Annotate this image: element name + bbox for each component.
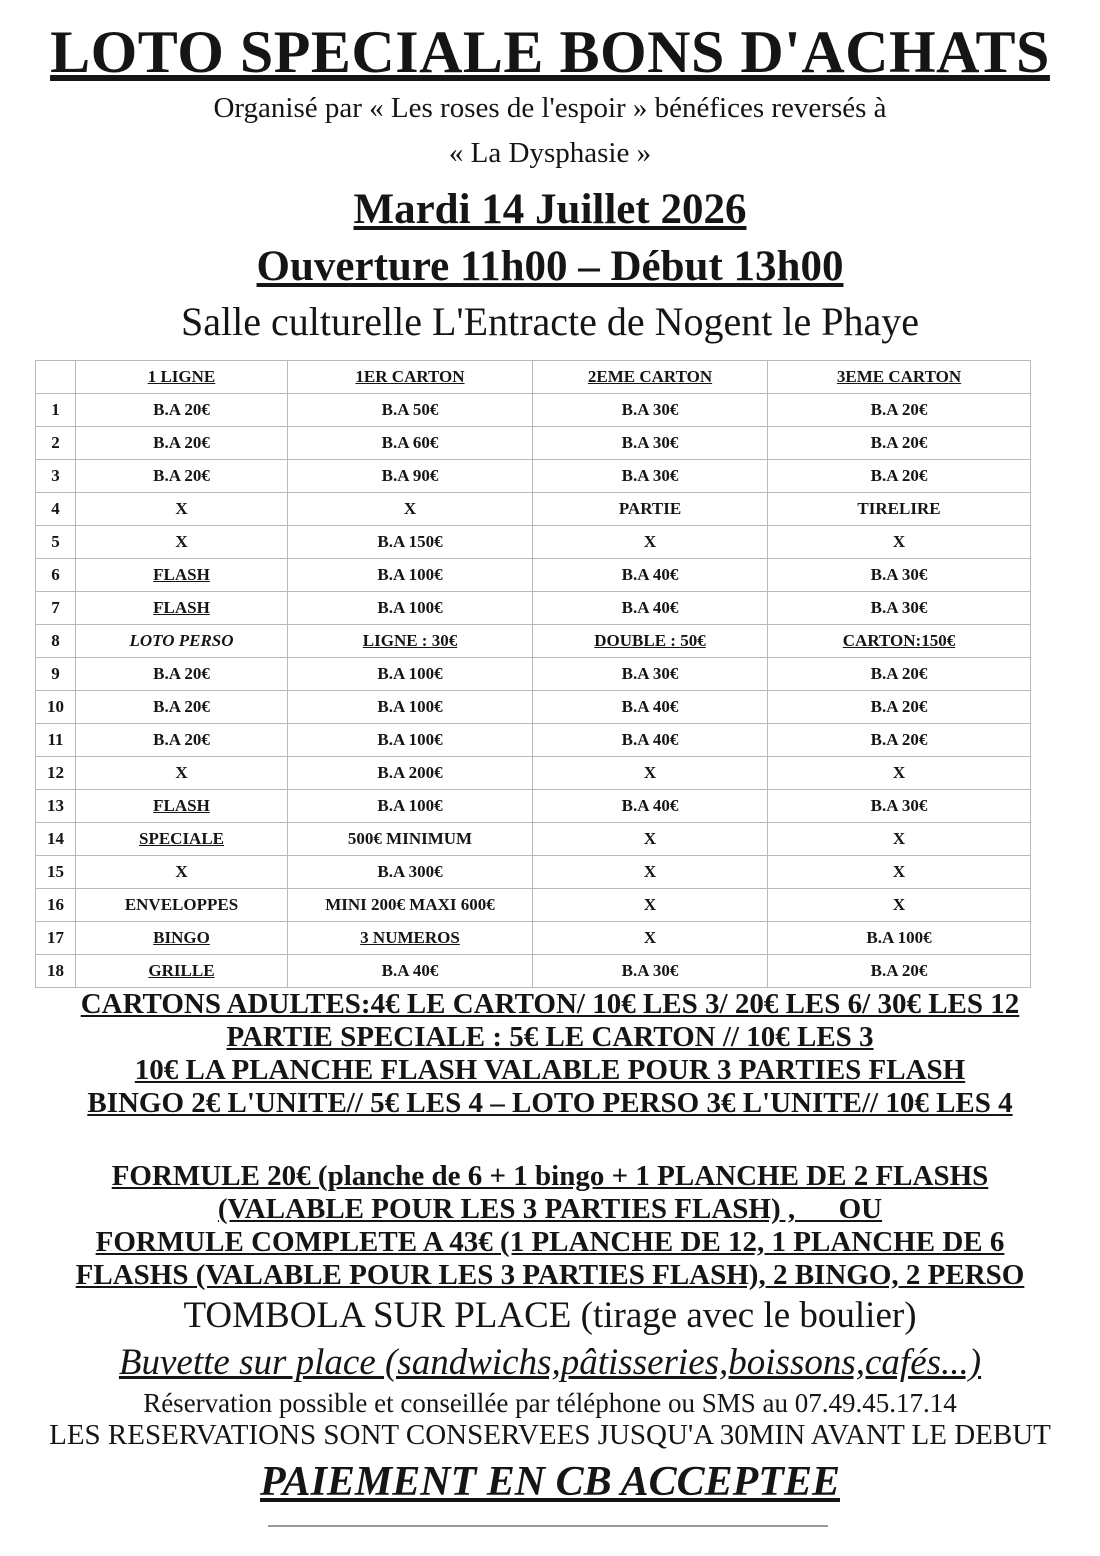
reservations-notice: LES RESERVATIONS SONT CONSERVEES JUSQU'A 30MIN AVANT LE DEBUT xyxy=(49,1419,1051,1451)
prize-cell: TIRELIRE xyxy=(768,493,1031,526)
table-row xyxy=(36,493,1031,526)
prize-cell: B.A 40€ xyxy=(288,955,533,988)
row-number: 10 xyxy=(36,691,76,724)
prize-cell: B.A 40€ xyxy=(533,559,768,592)
formule-line xyxy=(0,1259,1100,1292)
bottom-divider xyxy=(268,1525,828,1527)
prize-cell: X xyxy=(288,493,533,526)
row-number: 11 xyxy=(36,724,76,757)
event-schedule-text: Ouverture 11h00 – Début 13h00 xyxy=(256,243,844,290)
prize-cell: X xyxy=(76,856,288,889)
table-row xyxy=(36,625,1031,658)
prize-cell: X xyxy=(76,526,288,559)
row-number: 9 xyxy=(36,658,76,691)
pricing-line xyxy=(0,1021,1100,1054)
prize-cell: B.A 20€ xyxy=(76,724,288,757)
row-number: 4 xyxy=(36,493,76,526)
prize-cell: X xyxy=(533,856,768,889)
prize-cell: X xyxy=(768,757,1031,790)
formule-line-text: FORMULE 20€ (planche de 6 + 1 bingo + 1 PLANCHE DE 2 FLASHS xyxy=(111,1160,989,1192)
row-number: 14 xyxy=(36,823,76,856)
prize-cell: X xyxy=(533,889,768,922)
prize-cell: B.A 100€ xyxy=(288,724,533,757)
table-row xyxy=(36,427,1031,460)
prize-cell: B.A 20€ xyxy=(76,427,288,460)
row-number: 16 xyxy=(36,889,76,922)
prize-cell: BINGO xyxy=(76,922,288,955)
prize-table xyxy=(35,360,1031,988)
pricing-line xyxy=(0,1087,1100,1120)
prize-cell: B.A 30€ xyxy=(533,460,768,493)
prize-cell: B.A 100€ xyxy=(288,691,533,724)
formule-line-text: (VALABLE POUR LES 3 PARTIES FLASH) , OU xyxy=(217,1193,883,1225)
prize-cell: 500€ MINIMUM xyxy=(288,823,533,856)
table-row xyxy=(36,592,1031,625)
column-header: 1 LIGNE xyxy=(76,361,288,394)
event-schedule xyxy=(0,238,1100,296)
prize-cell: B.A 20€ xyxy=(768,460,1031,493)
payment-info-text: PAIEMENT EN CB ACCEPTEE xyxy=(260,1459,840,1505)
organizer-line2: « La Dysphasie » xyxy=(448,137,652,169)
prize-cell: FLASH xyxy=(76,790,288,823)
table-row xyxy=(36,460,1031,493)
page-title xyxy=(0,18,1100,86)
table-row xyxy=(36,526,1031,559)
prize-cell: B.A 20€ xyxy=(768,658,1031,691)
prize-cell: B.A 30€ xyxy=(533,658,768,691)
prize-cell: B.A 100€ xyxy=(288,559,533,592)
prize-cell: B.A 200€ xyxy=(288,757,533,790)
column-header: 2EME CARTON xyxy=(533,361,768,394)
row-number: 5 xyxy=(36,526,76,559)
prize-cell: B.A 20€ xyxy=(76,460,288,493)
prize-cell: B.A 90€ xyxy=(288,460,533,493)
row-number: 13 xyxy=(36,790,76,823)
prize-cell: B.A 20€ xyxy=(768,955,1031,988)
prize-cell: X xyxy=(76,757,288,790)
prize-cell: B.A 100€ xyxy=(288,658,533,691)
row-number: 12 xyxy=(36,757,76,790)
prize-cell: LOTO PERSO xyxy=(76,625,288,658)
prize-cell: B.A 40€ xyxy=(533,790,768,823)
table-row xyxy=(36,559,1031,592)
pricing-line-text: CARTONS ADULTES:4€ LE CARTON/ 10€ LES 3/ 20€ LES 6/ 30€ LES 12 xyxy=(80,988,1020,1020)
row-number: 1 xyxy=(36,394,76,427)
table-row xyxy=(36,856,1031,889)
prize-cell: B.A 20€ xyxy=(76,394,288,427)
prize-cell: B.A 30€ xyxy=(533,394,768,427)
row-number: 6 xyxy=(36,559,76,592)
column-header: 3EME CARTON xyxy=(768,361,1031,394)
prize-cell: PARTIE xyxy=(533,493,768,526)
page-title-text: LOTO SPECIALE BONS D'ACHATS xyxy=(50,19,1050,85)
row-number: 15 xyxy=(36,856,76,889)
prize-cell: B.A 100€ xyxy=(288,790,533,823)
prize-cell: B.A 100€ xyxy=(288,592,533,625)
formule-line-text: FLASHS (VALABLE POUR LES 3 PARTIES FLASH), 2 BINGO, 2 PERSO xyxy=(75,1259,1025,1291)
prize-cell: X xyxy=(533,922,768,955)
formule-line xyxy=(0,1193,1100,1226)
prize-cell: B.A 30€ xyxy=(768,790,1031,823)
prize-cell: B.A 50€ xyxy=(288,394,533,427)
prize-cell: X xyxy=(768,889,1031,922)
table-row xyxy=(36,922,1031,955)
buvette-info xyxy=(0,1339,1100,1387)
table-row xyxy=(36,394,1031,427)
prize-cell: GRILLE xyxy=(76,955,288,988)
pricing-section xyxy=(0,988,1100,1120)
tombola-info: TOMBOLA SUR PLACE (tirage avec le boulier) xyxy=(183,1295,917,1336)
prize-cell: B.A 60€ xyxy=(288,427,533,460)
prize-cell: X xyxy=(768,526,1031,559)
prize-cell: B.A 30€ xyxy=(533,427,768,460)
prize-table-body xyxy=(36,394,1031,988)
column-header: 1ER CARTON xyxy=(288,361,533,394)
prize-cell: X xyxy=(533,526,768,559)
table-row xyxy=(36,691,1031,724)
table-row xyxy=(36,889,1031,922)
prize-cell: X xyxy=(533,757,768,790)
prize-cell: X xyxy=(533,823,768,856)
prize-cell: B.A 30€ xyxy=(533,955,768,988)
row-number: 7 xyxy=(36,592,76,625)
prize-cell: FLASH xyxy=(76,559,288,592)
organizer-line1: Organisé par « Les roses de l'espoir » bénéfices reversés à xyxy=(213,92,887,124)
prize-cell: B.A 40€ xyxy=(533,592,768,625)
prize-cell: B.A 20€ xyxy=(768,427,1031,460)
pricing-line xyxy=(0,988,1100,1021)
pricing-line-text: 10€ LA PLANCHE FLASH VALABLE POUR 3 PARTIES FLASH xyxy=(134,1054,966,1086)
formule-line-text: FORMULE COMPLETE A 43€ (1 PLANCHE DE 12, 1 PLANCHE DE 6 xyxy=(95,1226,1005,1258)
prize-cell: B.A 40€ xyxy=(533,691,768,724)
formule-line xyxy=(0,1226,1100,1259)
prize-cell: B.A 20€ xyxy=(768,394,1031,427)
row-number: 3 xyxy=(36,460,76,493)
prize-cell: CARTON:150€ xyxy=(768,625,1031,658)
formules-section xyxy=(0,1160,1100,1292)
table-row xyxy=(36,790,1031,823)
buvette-info-text: Buvette sur place (sandwichs,pâtisseries,boissons,cafés...) xyxy=(118,1342,982,1383)
prize-cell: B.A 20€ xyxy=(76,658,288,691)
prize-table-header-row xyxy=(36,361,1031,394)
prize-cell: B.A 20€ xyxy=(768,691,1031,724)
prize-cell: DOUBLE : 50€ xyxy=(533,625,768,658)
event-venue: Salle culturelle L'Entracte de Nogent le Phaye xyxy=(180,299,920,344)
prize-cell: B.A 100€ xyxy=(768,922,1031,955)
prize-cell: FLASH xyxy=(76,592,288,625)
pricing-line-text: BINGO 2€ L'UNITE// 5€ LES 4 – LOTO PERSO 3€ L'UNITE// 10€ LES 4 xyxy=(87,1087,1013,1119)
pricing-line-text: PARTIE SPECIALE : 5€ LE CARTON // 10€ LES 3 xyxy=(226,1021,874,1053)
prize-cell: B.A 30€ xyxy=(768,592,1031,625)
prize-cell: LIGNE : 30€ xyxy=(288,625,533,658)
formule-line xyxy=(0,1160,1100,1193)
pricing-line xyxy=(0,1054,1100,1087)
reservation-info: Réservation possible et conseillée par téléphone ou SMS au 07.49.45.17.14 xyxy=(143,1388,957,1418)
prize-cell: X xyxy=(768,856,1031,889)
table-row xyxy=(36,823,1031,856)
prize-cell: X xyxy=(76,493,288,526)
event-date-text: Mardi 14 Juillet 2026 xyxy=(353,186,747,233)
prize-cell: B.A 20€ xyxy=(76,691,288,724)
table-row xyxy=(36,955,1031,988)
row-number: 17 xyxy=(36,922,76,955)
row-number: 18 xyxy=(36,955,76,988)
prize-cell: X xyxy=(768,823,1031,856)
prize-cell: MINI 200€ MAXI 600€ xyxy=(288,889,533,922)
row-number: 2 xyxy=(36,427,76,460)
table-row xyxy=(36,658,1031,691)
row-number: 8 xyxy=(36,625,76,658)
prize-cell: 3 NUMEROS xyxy=(288,922,533,955)
table-row xyxy=(36,757,1031,790)
prize-cell: ENVELOPPES xyxy=(76,889,288,922)
prize-cell: B.A 20€ xyxy=(768,724,1031,757)
event-date xyxy=(0,182,1100,238)
prize-cell: B.A 300€ xyxy=(288,856,533,889)
prize-cell: B.A 40€ xyxy=(533,724,768,757)
prize-cell: SPECIALE xyxy=(76,823,288,856)
prize-cell: B.A 150€ xyxy=(288,526,533,559)
table-row xyxy=(36,724,1031,757)
payment-info xyxy=(0,1455,1100,1509)
corner-cell xyxy=(36,361,76,394)
prize-cell: B.A 30€ xyxy=(768,559,1031,592)
